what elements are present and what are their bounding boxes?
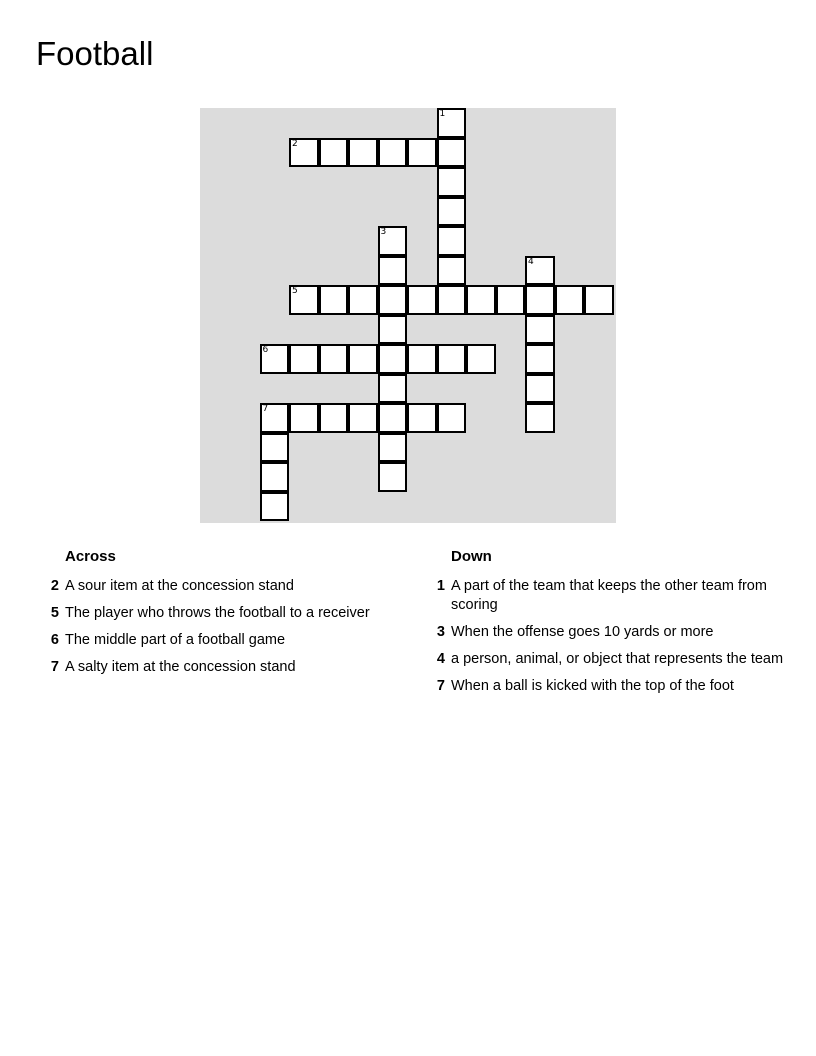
grid-cell[interactable] [289, 403, 319, 433]
grid-cell[interactable] [437, 108, 467, 138]
grid-cell[interactable] [348, 138, 378, 168]
clue-text: When a ball is kicked with the top of the foot [451, 678, 734, 694]
grid-cell[interactable] [437, 403, 467, 433]
grid-cell[interactable] [260, 433, 290, 463]
grid-cell[interactable] [289, 285, 319, 315]
across-heading: Across [65, 548, 116, 565]
clue-item [426, 623, 796, 642]
clue-number: 5 [50, 605, 59, 621]
clue-item [426, 677, 796, 696]
grid-cell[interactable] [260, 462, 290, 492]
grid-cell[interactable] [407, 138, 437, 168]
clue-text: A sour item at the concession stand [65, 578, 294, 594]
grid-cell[interactable] [319, 285, 349, 315]
cell-number: 5 [292, 286, 298, 296]
grid-cell[interactable] [407, 285, 437, 315]
grid-cell[interactable] [555, 285, 585, 315]
grid-cell[interactable] [260, 344, 290, 374]
grid-cell[interactable] [378, 433, 408, 463]
grid-cell[interactable] [319, 138, 349, 168]
clue-text: The player who throws the football to a receiver [65, 605, 370, 621]
down-heading: Down [451, 548, 492, 565]
grid-cell[interactable] [437, 197, 467, 227]
clue-item [40, 604, 400, 623]
clue-text: The middle part of a football game [65, 632, 286, 648]
clue-number: 3 [436, 624, 445, 640]
clue-item [426, 577, 796, 615]
grid-cell[interactable] [348, 403, 378, 433]
grid-cell[interactable] [378, 462, 408, 492]
grid-cell[interactable] [407, 344, 437, 374]
grid-cell[interactable] [407, 403, 437, 433]
grid-cell[interactable] [378, 374, 408, 404]
crossword-grid [200, 108, 616, 523]
grid-cell[interactable] [584, 285, 614, 315]
grid-cell[interactable] [437, 285, 467, 315]
cell-number: 1 [439, 109, 446, 119]
grid-cell[interactable] [378, 285, 408, 315]
grid-cell[interactable] [525, 374, 555, 404]
grid-cell[interactable] [319, 344, 349, 374]
puzzle-title: Football [36, 35, 154, 72]
clue-number: 1 [436, 578, 445, 594]
grid-cell[interactable] [466, 344, 496, 374]
down-clues [426, 547, 796, 704]
clue-item [40, 658, 400, 677]
clue-text: A part of the team that keeps the other team from scoring [451, 578, 767, 613]
clue-number: 6 [50, 632, 59, 648]
cell-number: 6 [262, 345, 269, 355]
grid-cell[interactable] [260, 492, 290, 522]
grid-cell[interactable] [437, 256, 467, 286]
clue-text: a person, animal, or object that represents the team [451, 651, 784, 667]
cell-number: 3 [380, 227, 387, 237]
grid-cell[interactable] [378, 138, 408, 168]
clue-item [426, 650, 796, 669]
clue-text: When the offense goes 10 yards or more [451, 624, 714, 640]
clue-number: 4 [436, 651, 445, 667]
grid-cell[interactable] [378, 315, 408, 345]
cell-number: 2 [292, 138, 298, 149]
grid-cell[interactable] [525, 285, 555, 315]
grid-cell[interactable] [525, 315, 555, 345]
clue-item [40, 631, 400, 650]
across-clues [40, 547, 400, 685]
grid-cell[interactable] [289, 344, 319, 374]
grid-cell[interactable] [437, 226, 467, 256]
cell-number: 4 [528, 256, 534, 267]
clue-text: A salty item at the concession stand [65, 659, 296, 675]
grid-cell[interactable] [348, 285, 378, 315]
grid-cell[interactable] [496, 285, 526, 315]
clue-item [40, 577, 400, 596]
grid-cell[interactable] [437, 138, 467, 168]
grid-cell[interactable] [466, 285, 496, 315]
grid-cell[interactable] [378, 226, 408, 256]
grid-cell[interactable] [525, 344, 555, 374]
grid-cell[interactable] [437, 167, 467, 197]
grid-cell[interactable] [378, 256, 408, 286]
grid-cell[interactable] [319, 403, 349, 433]
clue-number: 2 [50, 578, 59, 594]
grid-cell[interactable] [525, 403, 555, 433]
grid-cell[interactable] [437, 344, 467, 374]
clue-number: 7 [436, 678, 445, 694]
grid-cell[interactable] [378, 344, 408, 374]
grid-cell[interactable] [289, 138, 319, 168]
grid-cell[interactable] [378, 403, 408, 433]
grid-cell[interactable] [348, 344, 378, 374]
grid-cell[interactable] [525, 256, 555, 286]
grid-cell[interactable] [260, 403, 290, 433]
clue-number: 7 [50, 659, 59, 675]
cell-number: 7 [262, 404, 269, 414]
